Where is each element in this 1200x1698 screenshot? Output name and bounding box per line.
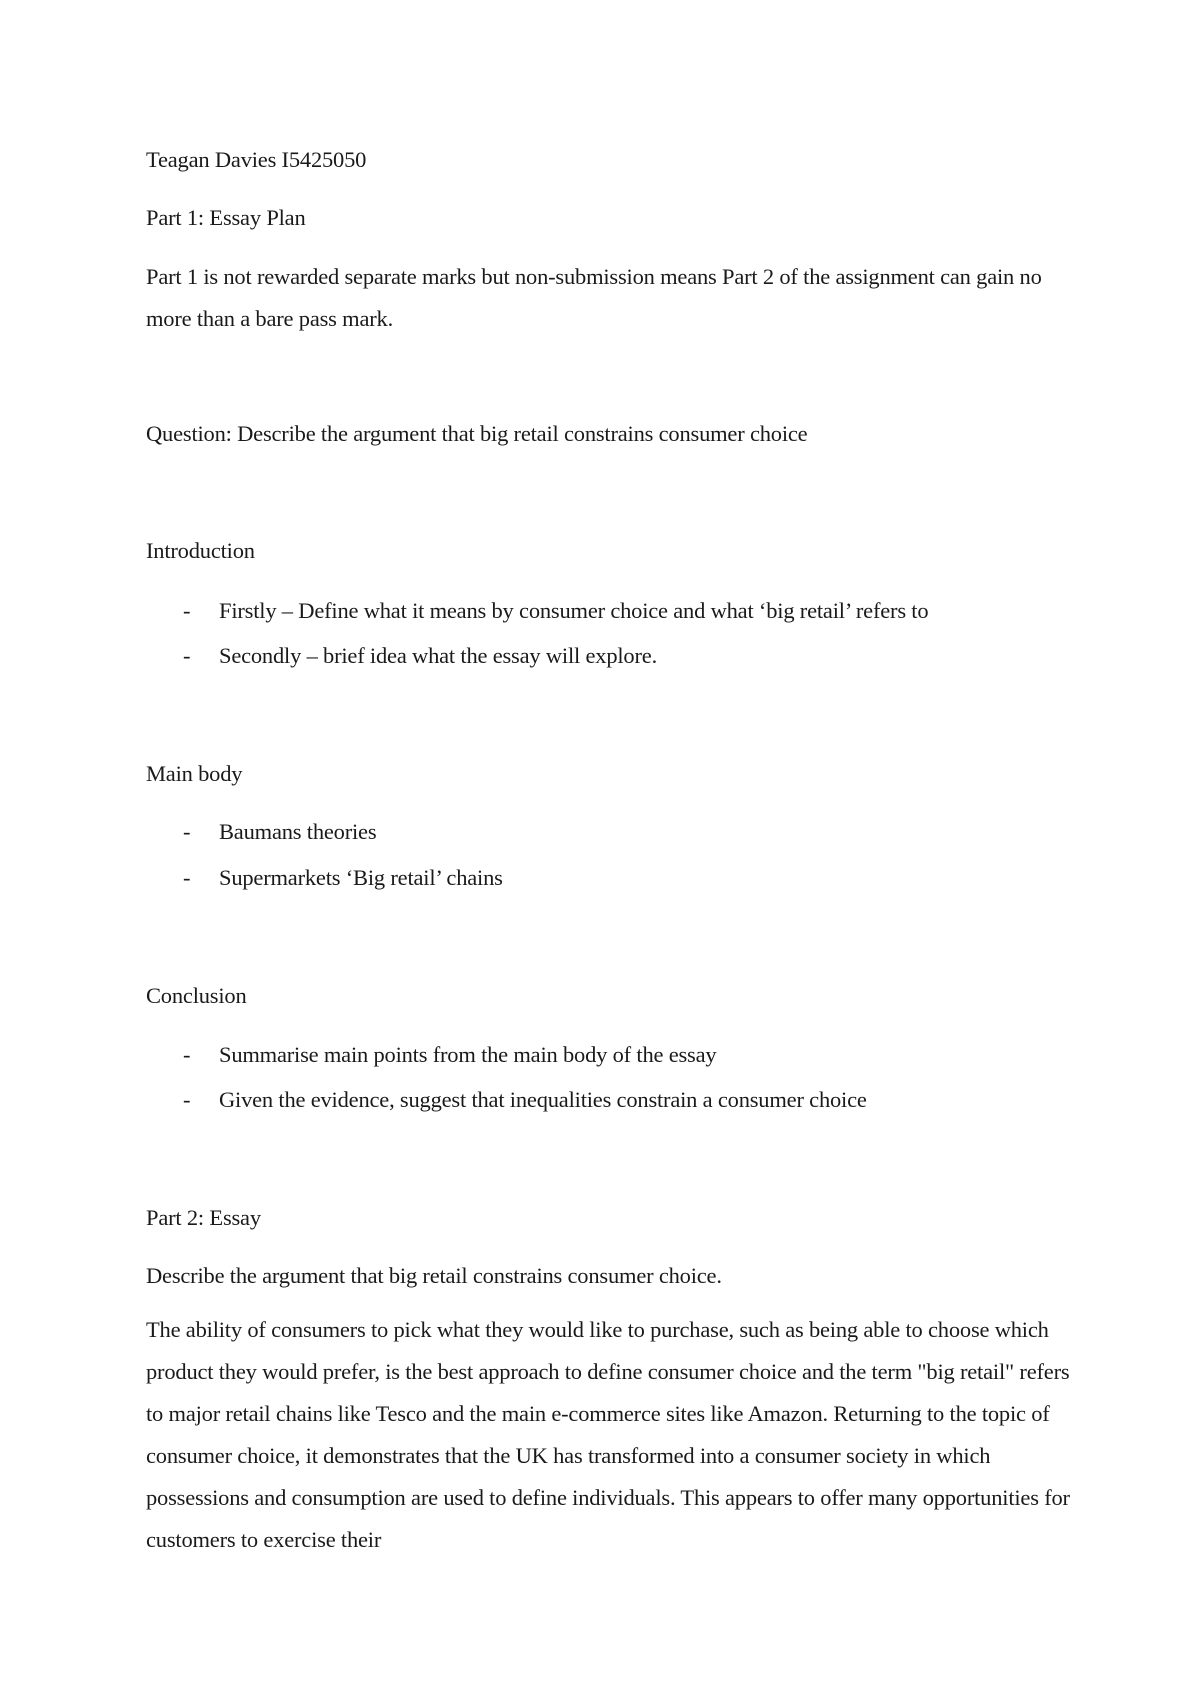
- part2-heading: Part 2: Essay: [146, 1205, 261, 1230]
- section-heading-introduction: Introduction: [146, 538, 255, 563]
- list-item-text: Given the evidence, suggest that inequalities constrain a consumer choice: [219, 1087, 867, 1112]
- list-item: [183, 1089, 867, 1112]
- part1-heading: Part 1: Essay Plan: [146, 205, 306, 230]
- bullet-dash: -: [183, 1042, 191, 1067]
- list-item-text: Secondly – brief idea what the essay will explore.: [219, 643, 657, 668]
- list-item: [183, 600, 928, 623]
- bullet-dash: -: [183, 643, 191, 668]
- list-item: [183, 645, 657, 668]
- bullet-dash: -: [183, 865, 191, 890]
- list-item: [183, 1044, 716, 1067]
- list-item: [183, 867, 503, 890]
- author-line: Teagan Davies I5425050: [146, 147, 367, 172]
- list-item-text: Supermarkets ‘Big retail’ chains: [219, 865, 503, 890]
- list-item: [183, 821, 376, 844]
- list-item-text: Firstly – Define what it means by consumer choice and what ‘big retail’ refers to: [219, 598, 929, 623]
- section-heading-main-body: Main body: [146, 761, 243, 786]
- part2-essay-title: Describe the argument that big retail constrains consumer choice.: [146, 1263, 722, 1288]
- list-item-text: Summarise main points from the main body of the essay: [219, 1042, 717, 1067]
- section-heading-conclusion: Conclusion: [146, 983, 247, 1008]
- bullet-dash: -: [183, 1087, 191, 1112]
- question-line: Question: Describe the argument that big retail constrains consumer choice: [146, 421, 808, 446]
- bullet-dash: -: [183, 819, 191, 844]
- part1-note: Part 1 is not rewarded separate marks but non-submission means Part 2 of the assignment can gain no more than a bare pass mark.: [146, 264, 1042, 331]
- bullet-dash: -: [183, 598, 191, 623]
- part2-essay-paragraph: The ability of consumers to pick what they would like to purchase, such as being able to choose which product they would prefer, is the best approach to define consumer choice and the term "big retail" refers to major retail chains like Tesco and the main e-commerce sites like Amazon. Returning to the topic of consumer choice, it demonstrates that the UK has transformed into a consumer society in which possessions and consumption are used to define individuals. This appears to offer many opportunities for customers to exercise their: [146, 1317, 1070, 1552]
- list-item-text: Baumans theories: [219, 819, 377, 844]
